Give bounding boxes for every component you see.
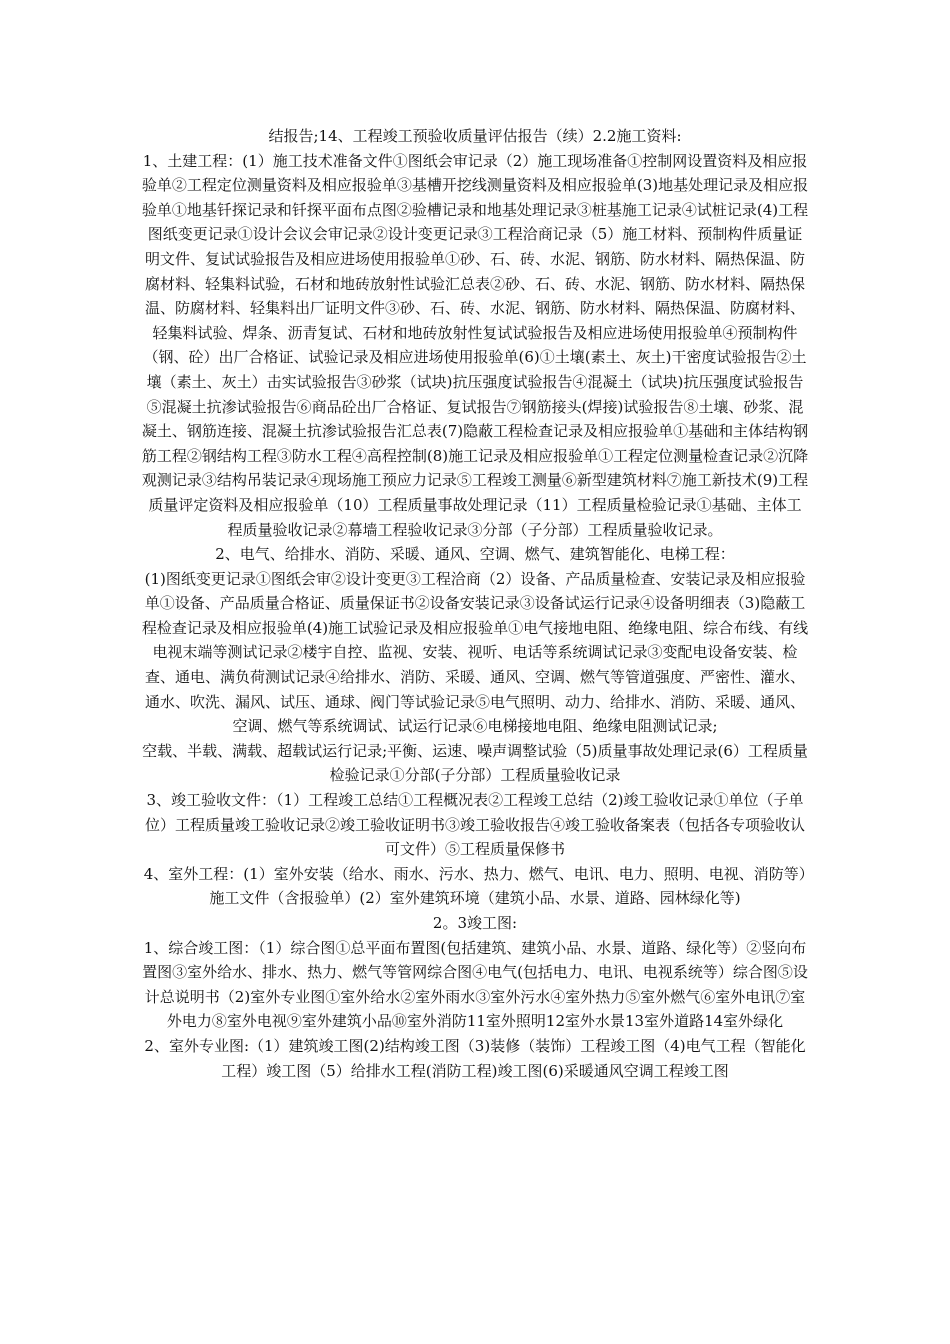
paragraph-specialty-drawings: 2、室外专业图:（1）建筑竣工图(2)结构竣工图（3)装修（装饰）工程竣工图（4)电气工程（智能化工程）竣工图（5）给排水工程(消防工程)竣工图(6)采暖通风空调工程竣工图 [144,1036,806,1080]
subsection-heading-as-built: 2。3竣工图: [432,914,518,932]
paragraph-outdoor-works: 4、室外工程：(1）室外安装（给水、雨水、污水、热力、燃气、电讯、电力、照明、电视、消防等）施工文件（含报验单）(2）室外建筑环境（建筑小品、水景、道路、园林绿化等) [143,864,807,908]
paragraph-composite-drawings: 1、综合竣工图：（1）综合图①总平面布置图(包括建筑、建筑小品、水景、道路、绿化等）②竖向布置图③室外给水、排水、热力、燃气等管网综合图④电气(包括电力、电讯、电视系统等）综合图⑤设计总说明书（2)室外专业图①室外给水②室外雨水③室外污水④室外热力⑤室外燃气⑥室外电讯⑦室外电力⑧室外电视⑨室外建筑小品⑩室外消防11室外照明12室外水景13室外道路14室外绿化 [142,938,808,1031]
paragraph-completion-acceptance: 3、竣工验收文件：（1）工程竣工总结①工程概况表②工程竣工总结（2)竣工验收记录①单位（子单位）工程质量竣工验收记录②竣工验收证明书③竣工验收报告④竣工验收备案表（包括各专项验收认可文件）⑤工程质量保修书 [144,791,805,859]
paragraph-mep-records: (1)图纸变更记录①图纸会审②设计变更③工程洽商（2）设备、产品质量检查、安装记录及相应报验单①设备、产品质量合格证、质量保证书②设备安装记录③设备试运行记录④设备明细表（3)隐蔽工程检查记录及相应报验单(4)施工试验记录及相应报验单①电气接地电阻、绝缘电阻、综合布线、有线电视末端等测试记录②楼宇自控、监视、安装、视听、电话等系统调试记录③变配电设备安装、检查、通电、满负荷测试记录④给排水、消防、采暖、通风、空调、燃气等管道强度、严密性、灌水、通水、吹洗、漏风、试压、通球、阀门等试验记录⑤电气照明、动力、给排水、消防、采暖、通风、空调、燃气等系统调试、试运行记录⑥电梯接地电阻、绝缘电阻测试记录; [141,569,809,736]
paragraph-civil-engineering: 1、土建工程：(1）施工技术准备文件①图纸会审记录（2）施工现场准备①控制网设置资料及相应报验单②工程定位测量资料及相应报验单③基槽开挖线测量资料及相应报验单(3)地基处理记录及相应报验单①地基钎探记录和钎探平面布点图②验槽记录和地基处理记录③桩基施工记录④试桩记录(4)工程图纸变更记录①设计会议会审记录②设计变更记录③工程洽商记录（5）施工材料、预制构件质量证明文件、复试试验报告及相应进场使用报验单①砂、石、砖、水泥、钢筋、防水材料、隔热保温、防腐材料、轻集料试验，石材和地砖放射性试验汇总表②砂、石、砖、水泥、钢筋、防水材料、隔热保温、防腐材料、轻集料出厂证明文件③砂、石、砖、水泥、钢筋、防水材料、隔热保温、防腐材料、轻集料试验、焊条、沥青复试、石材和地砖放射性复试试验报告及相应进场使用报验单④预制构件（钢、砼）出厂合格证、试验记录及相应进场使用报验单(6)①土壤(素土、灰土)干密度试验报告②土壤（素土、灰土）击实试验报告③砂浆（试块)抗压强度试验报告④混凝土（试块)抗压强度试验报告⑤混凝土抗渗试验报告⑥商品砼出厂合格证、复试报告⑦钢筋接头(焊接)试验报告⑧土壤、砂浆、混凝土、钢筋连接、混凝土抗渗试验报告汇总表(7)隐蔽工程检查记录及相应报验单①基础和主体结构钢筋工程②钢结构工程③防水工程④高程控制(8)施工记录及相应报验单①工程定位测量检查记录②沉降观测记录③结构吊装记录④现场施工预应力记录⑤工程竣工测量⑥新型建筑材料⑦施工新技术(9)工程质量评定资料及相应报验单（10）工程质量事故处理记录（11）工程质量检验记录①基础、主体工程质量验收记录②幕墙工程验收记录③分部（子分部）工程质量验收记录。 [141,151,809,539]
paragraph-mep-heading: 2、电气、给排水、消防、采暖、通风、空调、燃气、建筑智能化、电梯工程： [215,545,735,564]
section-heading: 结报告;14、工程竣工预验收质量评估报告（续）2.2施工资料: [268,127,682,145]
paragraph-trial-run: 空载、半载、满载、超载试运行记录;平衡、运速、噪声调整试验（5)质量事故处理记录(6）工程质量检验记录①分部(子分部）工程质量验收记录 [142,741,808,785]
document-page [141,124,809,1083]
